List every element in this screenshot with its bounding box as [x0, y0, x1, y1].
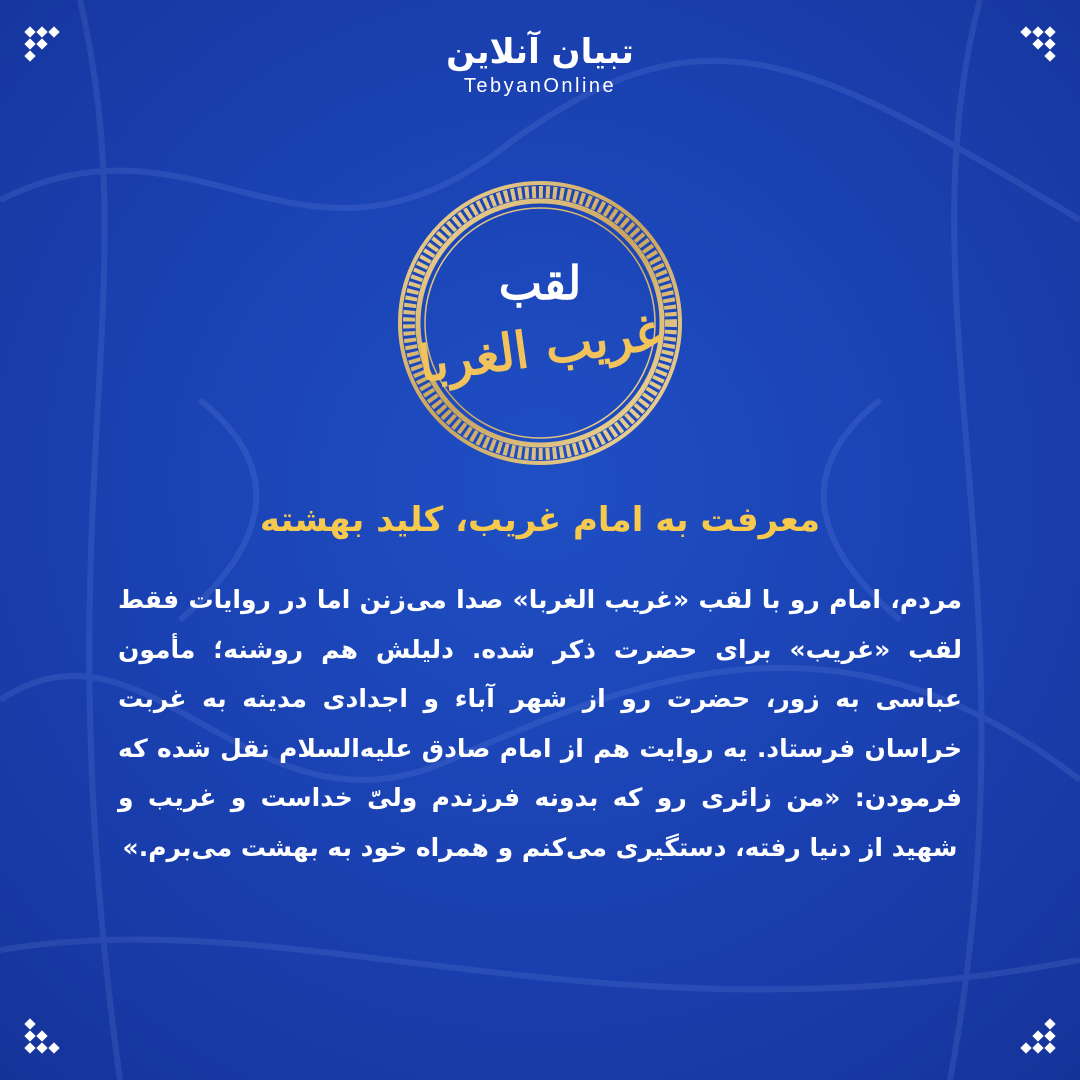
medallion-text	[395, 178, 685, 468]
medallion-title: غریب الغربا	[415, 301, 665, 394]
corner-diamond-icon-bottom-right	[1016, 1016, 1056, 1056]
body-text: مردم، امام رو با لقب «غریب الغربا» صدا می‌زنن اما در روایات فقط لقب «غریب» برای حضرت ذکر شده. دلیلش هم روشنه؛ مأمون عباسی به زور، حضرت رو از شهر آباء و اجدادی مدینه به غربت خراسان فرستاد. یه روایت هم از امام صادق علیه‌السلام نقل شده که فرمودن: «من زائری رو که بدونه فرزندم ولیّ خداست و غریب و شهید از دنیا رفته، دستگیری می‌کنم و همراه خود به بهشت می‌برم.»	[118, 585, 962, 862]
brand-name-fa: تبیان آنلاین	[446, 32, 634, 72]
medallion-laqab: لقب	[498, 256, 582, 310]
headline: معرفت به امام غریب، کلید بهشته	[259, 500, 821, 540]
corner-diamond-icon-bottom-left	[24, 1016, 64, 1056]
brand-name-en: TebyanOnline	[463, 75, 617, 97]
brand-logo	[0, 30, 1080, 98]
